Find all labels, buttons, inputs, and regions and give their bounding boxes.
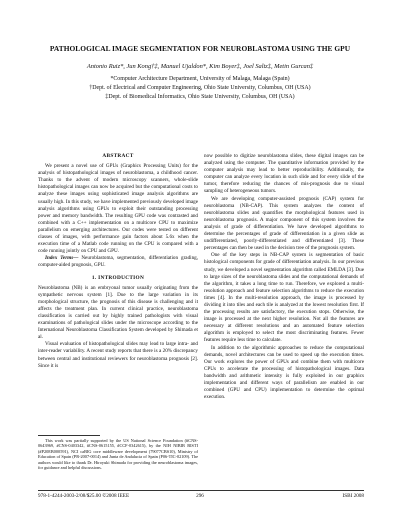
affiliation-bmi-osu: ‡Dept. of Biomedical Informatics, Ohio State University, Columbus, OH (USA) [105,94,295,100]
affiliation-malaga: *Computer Architecture Department, University of Malaga, Malaga (Spain) [110,76,290,82]
page-number: 296 [196,493,204,499]
paper-title: PATHOLOGICAL IMAGE SEGMENTATION FOR NEUROBLASTOMA USING THE GPU [49,44,351,53]
abstract-text: We present a novel use of GPUs (Graphics Processing Units) for the analysis of histopathological images of neuroblastoma, a childhood cancer. Thanks to the advent of modern microscopy scanners, whole-slide histopathological images can now be acquired but the computational costs to analyze these images using sophisticated image analysis algorithms are usually high. In this study, we have implemented previously developed image analysis algorithms using GPUs to exploit their outstanding processing power and memory bandwidth. The resulting GPU code was contrasted and combined with a C++ implementation on a multicore CPU to maximize parallelism on emerging architectures. Our codes were tested on different classes of images, with performance gain factors about 5.6x when the execution time of a Matlab code running on the CPU is compared with a code running jointly on CPU and GPU. [38,163,198,255]
right-paragraph-4: In addition to the algorithmic approaches to reduce the computational demands, novel architectures can be used to speed up the execution times. Our work explores the power of GPUs and combine them with multicore CPUs to accelerate the processing of histopathological images. Data bandwidth and arithmetic intensity is fully exploited in our graphics implementation and different ways of parallelism are enabled in our combined (GPU and CPU) implementation to determine the optimal execution. [204,344,364,401]
right-paragraph-3: One of the key steps in NB-CAP system is segmentation of basic histological components for grade of differentiation analysis. In our previous study, we developed a novel segmentation algorithm called EMLDA [3]. Due to large sizes of the neuroblastoma slides and the computational demands of the algorithm, it takes a long time to run. Therefore, we explored a multi-resolution approach and feature selection algorithms to reduce the execution times [4]. In the multi-resolution approach, the image is processed by dividing it into tiles and each tile is analyzed at the lowest resolution first. If the processing results are satisfactory, the execution stops. Otherwise, the image is processed at the next higher resolution. Not all the features are necessary at different resolutions and an automated feature selection algorithm is employed to select the most discriminating features. Fewer features require less time to calculate. [204,252,364,344]
right-column [204,153,364,401]
intro-paragraph-2: Visual evaluation of histopathological slides may lead to large intra- and inter-reader variability. A recent study reports that there is a 20% discrepancy between central and institutional reviewers for neuroblastoma prognosis [2]. Since it is [38,341,198,369]
abstract-heading: ABSTRACT [102,153,134,159]
footer-venue: ISBI 2008 [342,493,364,499]
index-terms-label: Index Terms— [45,255,79,262]
footer-rule [38,490,364,491]
right-paragraph-1: now possible to digitize neuroblastoma slides, these digital images can be analyzed using the computer. The quantitative information provided by the computer analysis may lead to better reproducibility. Additionally, the computer can analyze every location in such slide and for every slide of the tumor, therefore reducing the chances of mis-prognosis due to visual sampling of heterogeneous tumors. [204,153,364,195]
funding-footnote [38,438,198,470]
footnote-text: This work was partially supported by the US National Science Foundation (#CNS-0643969, #CNS-0403342, #CNS-0615155, #CCF-0342615), by the NIH NIBIB BISTI (#P20EB000591), NCI caBIG core middleware development (79077CBS10), Ministry of Education of Spain (PR-2007-0014) and Junta de Andalucia of Spain (P06-TIC-02109). The authors would like to thank Dr. Hiroyuki Shimada for providing the neuroblastoma images, for guidance and helpful discussions. [38,438,198,471]
left-column [38,153,198,370]
footer-copyright: 978-1-4244-2003-2/08/$25.00 ©2008 IEEE [38,493,130,499]
index-terms-text: Neuroblastoma, segmentation, differentiation grading, computer-aided prognosis, GPU. [38,255,198,269]
intro-paragraph-1: Neuroblastoma (NB) is an embryonal tumor usually originating from the sympathetic nervous system [1]. Due to the large variation in its morphological structure, the prognosis of this disease is challenging and it affects the treatment plan. In current clinical practice, neuroblastoma classification is carried out by highly trained pathologists with visual examinations of pathological slides under the microscope according to the International Neuroblastoma Classification System developed by Shimada et al. [38,284,198,341]
index-terms [38,255,198,269]
author-list: Antonio Ruiz*, Jun Kong†‡, Manuel Ujaldon*, Kim Boyer‡, Joel Saltz‡, Metin Gurcan‡ [86,63,314,70]
affiliation-ece-osu: †Dept. of Electrical and Computer Engineering, Ohio State University, Columbus, OH (USA) [89,85,311,91]
introduction-heading: 1. INTRODUCTION [91,274,145,281]
right-paragraph-2: We are developing computer-assisted prognosis (CAP) system for neuroblastoma (NB-CAP). This system analyzes the content of neuroblastoma slides and quantifies the morphological features used in neuroblastoma prognosis. A major component of this system involves the analysis of grade of differentiation. We have developed algorithms to determine the percentages of grade of differentiation in a given slide as undifferentiated, poorly-differentiated and differentiated [3]. These percentages can then be used in the decision tree of the prognosis system. [204,195,364,252]
footnote-rule [38,435,100,436]
